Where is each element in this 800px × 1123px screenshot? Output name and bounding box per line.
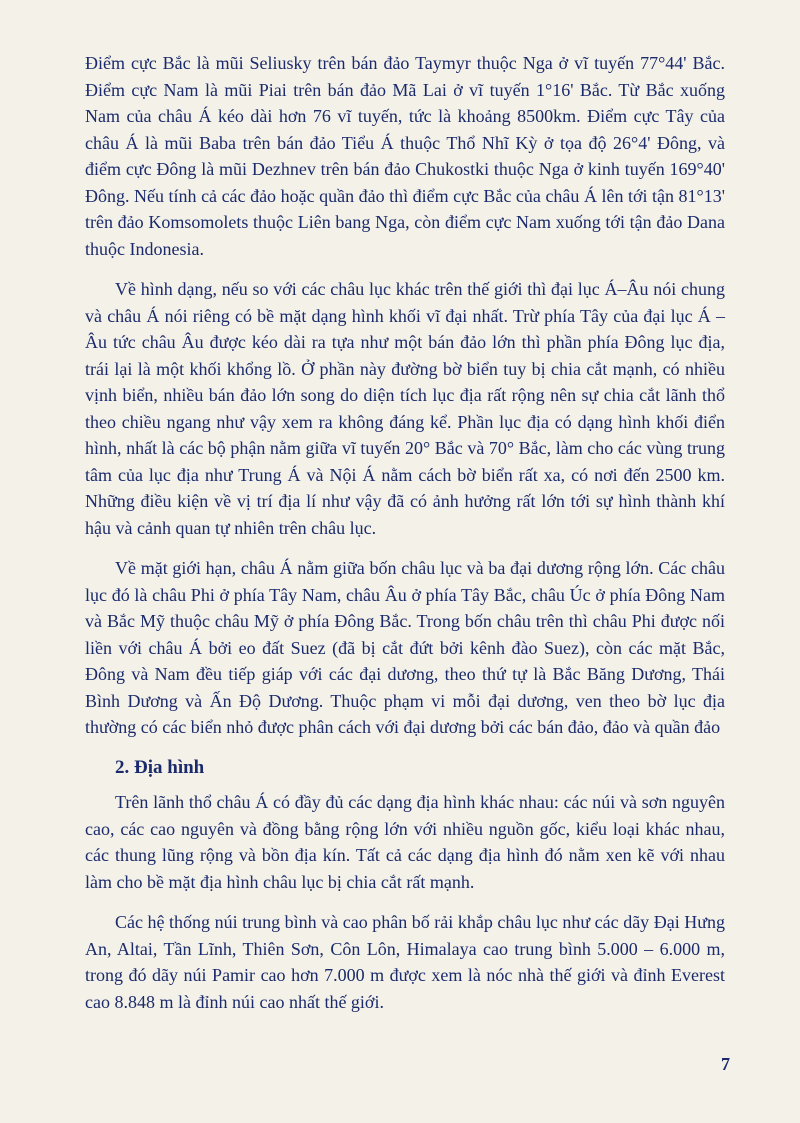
paragraph-boundaries: Về mặt giới hạn, châu Á nằm giữa bốn châu lục và ba đại dương rộng lớn. Các châu lục đó là châu Phi ở phía Tây Nam, châu Âu ở phía Tây Bắc, châu Úc ở phía Đông Nam và Bắc Mỹ thuộc châu Mỹ ở phía Đông Bắc. Trong bốn châu trên thì châu Phi được nối liền với châu Á bởi eo đất Suez (đã bị cắt đứt bởi kênh đào Suez), còn các mặt Bắc, Đông và Nam đều tiếp giáp với các đại dương, theo thứ tự là Bắc Băng Dương, Thái Bình Dương và Ấn Độ Dương. Thuộc phạm vi mỗi đại dương, ven theo bờ lục địa thường có các biển nhỏ được phân cách với đại dương bởi các bán đảo, đảo và quần đảo (85, 558, 725, 737)
paragraph-terrain-types: Trên lãnh thổ châu Á có đầy đủ các dạng địa hình khác nhau: các núi và sơn nguyên cao, các cao nguyên và đồng bằng rộng lớn với nhiều nguồn gốc, kiểu loại khác nhau, các thung lũng rộng và bồn địa kín. Tất cả các dạng địa hình đó nằm xen kẽ với nhau làm cho bề mặt địa hình châu lục bị chia cắt rất mạnh. (85, 792, 725, 892)
section-heading-terrain: 2. Địa hình (115, 756, 205, 778)
document-page (85, 50, 725, 1090)
paragraph-extreme-points: Điểm cực Bắc là mũi Seliusky trên bán đảo Taymyr thuộc Nga ở vĩ tuyến 77°44' Bắc. Điểm cực Nam là mũi Piai trên bán đảo Mã Lai ở vĩ tuyến 1°16' Bắc. Từ Bắc xuống Nam của châu Á kéo dài hơn 76 vĩ tuyến, tức là khoảng 8500km. Điểm cực Tây của châu Á là mũi Baba trên bán đảo Tiểu Á thuộc Thổ Nhĩ Kỳ ở tọa độ 26°4' Đông, và điểm cực Đông là mũi Dezhnev trên bán đảo Chukostki thuộc Nga ở kinh tuyến 169°40' Đông. Nếu tính cả các đảo hoặc quần đảo thì điểm cực Bắc của châu Á lên tới tận 81°13' trên đảo Komsomolets thuộc Liên bang Nga, còn điểm cực Nam xuống tới tận đảo Dana thuộc Indonesia. (85, 53, 725, 259)
paragraph-mountain-systems: Các hệ thống núi trung bình và cao phân bố rải khắp châu lục như các dãy Đại Hưng An, Altai, Tần Lĩnh, Thiên Sơn, Côn Lôn, Himalaya cao trung bình 5.000 – 6.000 m, trong đó dãy núi Pamir cao hơn 7.000 m được xem là nóc nhà thế giới và đỉnh Everest cao 8.848 m là đỉnh núi cao nhất thế giới. (85, 912, 725, 1012)
page-number: 7 (721, 1054, 730, 1074)
paragraph-shape: Về hình dạng, nếu so với các châu lục khác trên thế giới thì đại lục Á–Âu nói chung và châu Á nói riêng có bề mặt dạng hình khối vĩ đại nhất. Trừ phía Tây của đại lục Á – Âu tức châu Âu được kéo dài ra tựa như một bán đảo lớn thì phần phía Đông lục địa, trái lại là một khối khổng lồ. Ở phần này đường bờ biển tuy bị chia cắt mạnh, có nhiều vịnh biển, nhiều bán đảo lớn song do diện tích lục địa rất rộng nên sự chia cắt lãnh thổ theo chiều ngang như vậy xem ra không đáng kể. Phần lục địa có dạng hình khối điển hình, nhất là các bộ phận nằm giữa vĩ tuyến 20° Bắc và 70° Bắc, làm cho các vùng trung tâm của lục địa như Trung Á và Nội Á nằm cách bờ biển rất xa, có nơi đến 2500 km. Những điều kiện về vị trí địa lí như vậy đã có ảnh hưởng rất lớn tới sự hình thành khí hậu và cảnh quan tự nhiên trên châu lục. (85, 279, 725, 538)
